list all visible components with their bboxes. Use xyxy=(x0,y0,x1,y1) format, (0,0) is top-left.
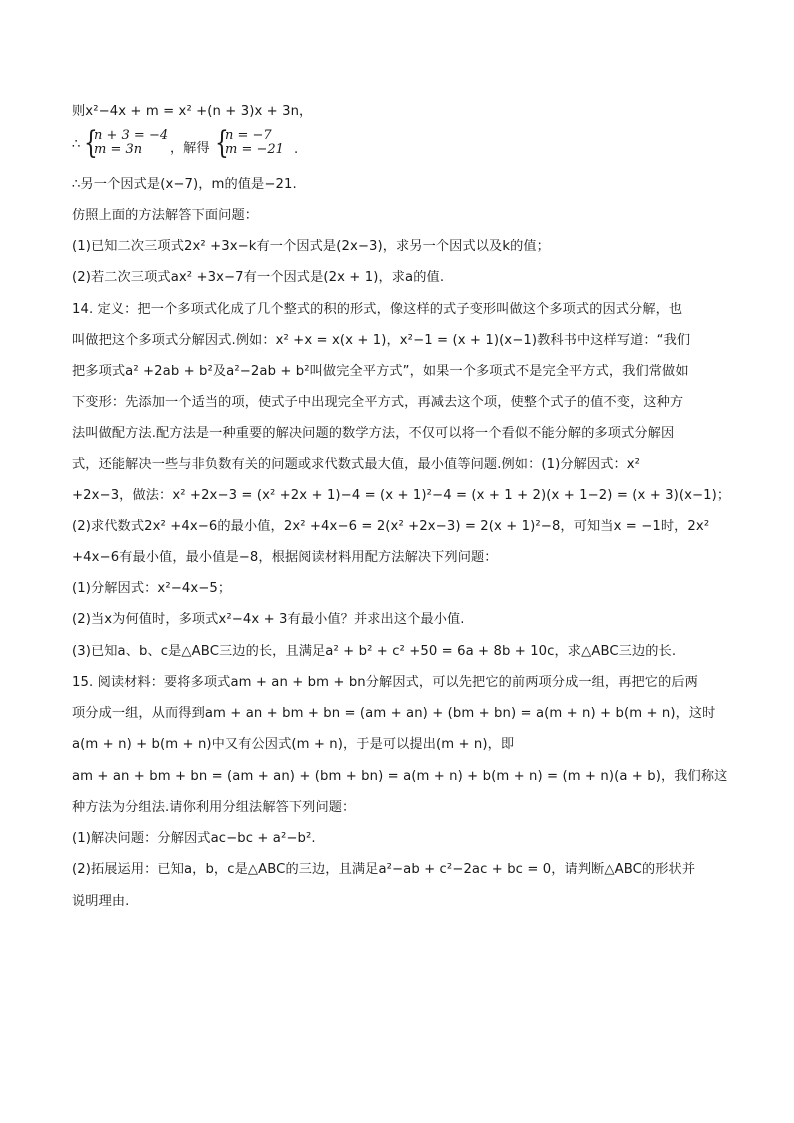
text-line: 下变形：先添加一个适当的项，使式子中出现完全平方式，再减去这个项，使整个式子的值不变，这种方 xyxy=(72,395,684,410)
left-brace: { xyxy=(215,125,229,161)
left-brace: { xyxy=(84,125,98,161)
text-line: ∴另一个因式是(x−7)，m的值是−21. xyxy=(72,177,297,192)
problem-15-text: 15. 阅读材料：要将多项式am + an + bm + bn分解因式，可以先把它的前两项分成一组，再把它的后两 xyxy=(72,675,698,690)
text-line: 说明理由. xyxy=(72,894,130,909)
therefore-symbol: ∴ xyxy=(72,137,81,152)
text-line: 把多项式a² +2ab + b²及a²−2ab + b²叫做完全平方式”，如果一个多项式不是完全平方式，我们常做如 xyxy=(72,364,689,379)
text-line: a(m + n) + b(m + n)中又有公因式(m + n)，于是可以提出(m + n)，即 xyxy=(72,737,515,752)
question-item: (1)解决问题：分解因式ac−bc + a²−b². xyxy=(72,831,316,846)
equation: n + 3 = −4 xyxy=(94,128,169,143)
problem-14-text: 14. 定义：把一个多项式化成了几个整式的积的形式，像这样的式子变形叫做这个多项式的因式分解，也 xyxy=(72,302,683,317)
text-line: +2x−3，做法：x² +2x−3 = (x² +2x + 1)−4 = (x + 1)²−4 = (x + 1 + 2)(x + 1−2) = (x + 3)(x−1)； xyxy=(72,488,731,503)
question-item: (1)已知二次三项式2x² +3x−k有一个因式是(2x−3)，求另一个因式以及k的值； xyxy=(72,239,550,254)
period: . xyxy=(294,142,299,157)
question-item: (1)分解因式：x²−4x−5； xyxy=(72,581,232,596)
text-line: 法叫做配方法.配方法是一种重要的解决问题的数学方法，不仅可以将一个看似不能分解的多项式分解因 xyxy=(72,426,675,441)
text-line: 则x²−4x + m = x² +(n + 3)x + 3n， xyxy=(72,104,313,119)
equation: m = −21 xyxy=(225,142,284,157)
question-item: (3)已知a、b、c是△ABC三边的长，且满足a² + b² + c² +50 = 6a + 8b + 10c，求△ABC三边的长. xyxy=(72,644,677,659)
text-line: am + an + bm + bn = (am + an) + (bm + bn) = a(m + n) + b(m + n) = (m + n)(a + b)，我们称这 xyxy=(72,769,728,784)
text-line: +4x−6有最小值，最小值是−8，根据阅读材料用配方法解决下列问题： xyxy=(72,550,498,565)
text-line: 式，还能解决一些与非负数有关的问题或求代数式最大值，最小值等问题.例如：(1)分解因式：x² xyxy=(72,457,641,472)
text-line: 项分成一组，从而得到am + an + bm + bn = (am + an) + (bm + bn) = a(m + n) + b(m + n)，这时 xyxy=(72,706,716,721)
text-line: (2)求代数式2x² +4x−6的最小值，2x² +4x−6 = 2(x² +2x−3) = 2(x + 1)²−8，可知当x = −1时，2x² xyxy=(72,519,710,534)
question-item: (2)拓展运用：已知a，b，c是△ABC的三边，且满足a²−ab + c²−2ac + bc = 0，请判断△ABC的形状并 xyxy=(72,862,696,877)
text-line: 种方法为分组法.请你利用分组法解答下列问题： xyxy=(72,800,356,815)
equation: m = 3n xyxy=(94,142,143,157)
equation: n = −7 xyxy=(225,128,272,143)
solve-label: ，解得 xyxy=(170,141,210,156)
question-item: (2)当x为何值时，多项式x²−4x + 3有最小值？并求出这个最小值. xyxy=(72,612,465,627)
equation-system-1 xyxy=(94,129,168,157)
question-item: (2)若二次三项式ax² +3x−7有一个因式是(2x + 1)，求a的值. xyxy=(72,270,445,285)
text-line: 叫做把这个多项式分解因式.例如：x² +x = x(x + 1)，x²−1 = (x + 1)(x−1)教科书中这样写道：“我们 xyxy=(72,333,691,348)
equation-system-2 xyxy=(225,129,284,157)
text-line: 仿照上面的方法解答下面问题： xyxy=(72,208,259,223)
